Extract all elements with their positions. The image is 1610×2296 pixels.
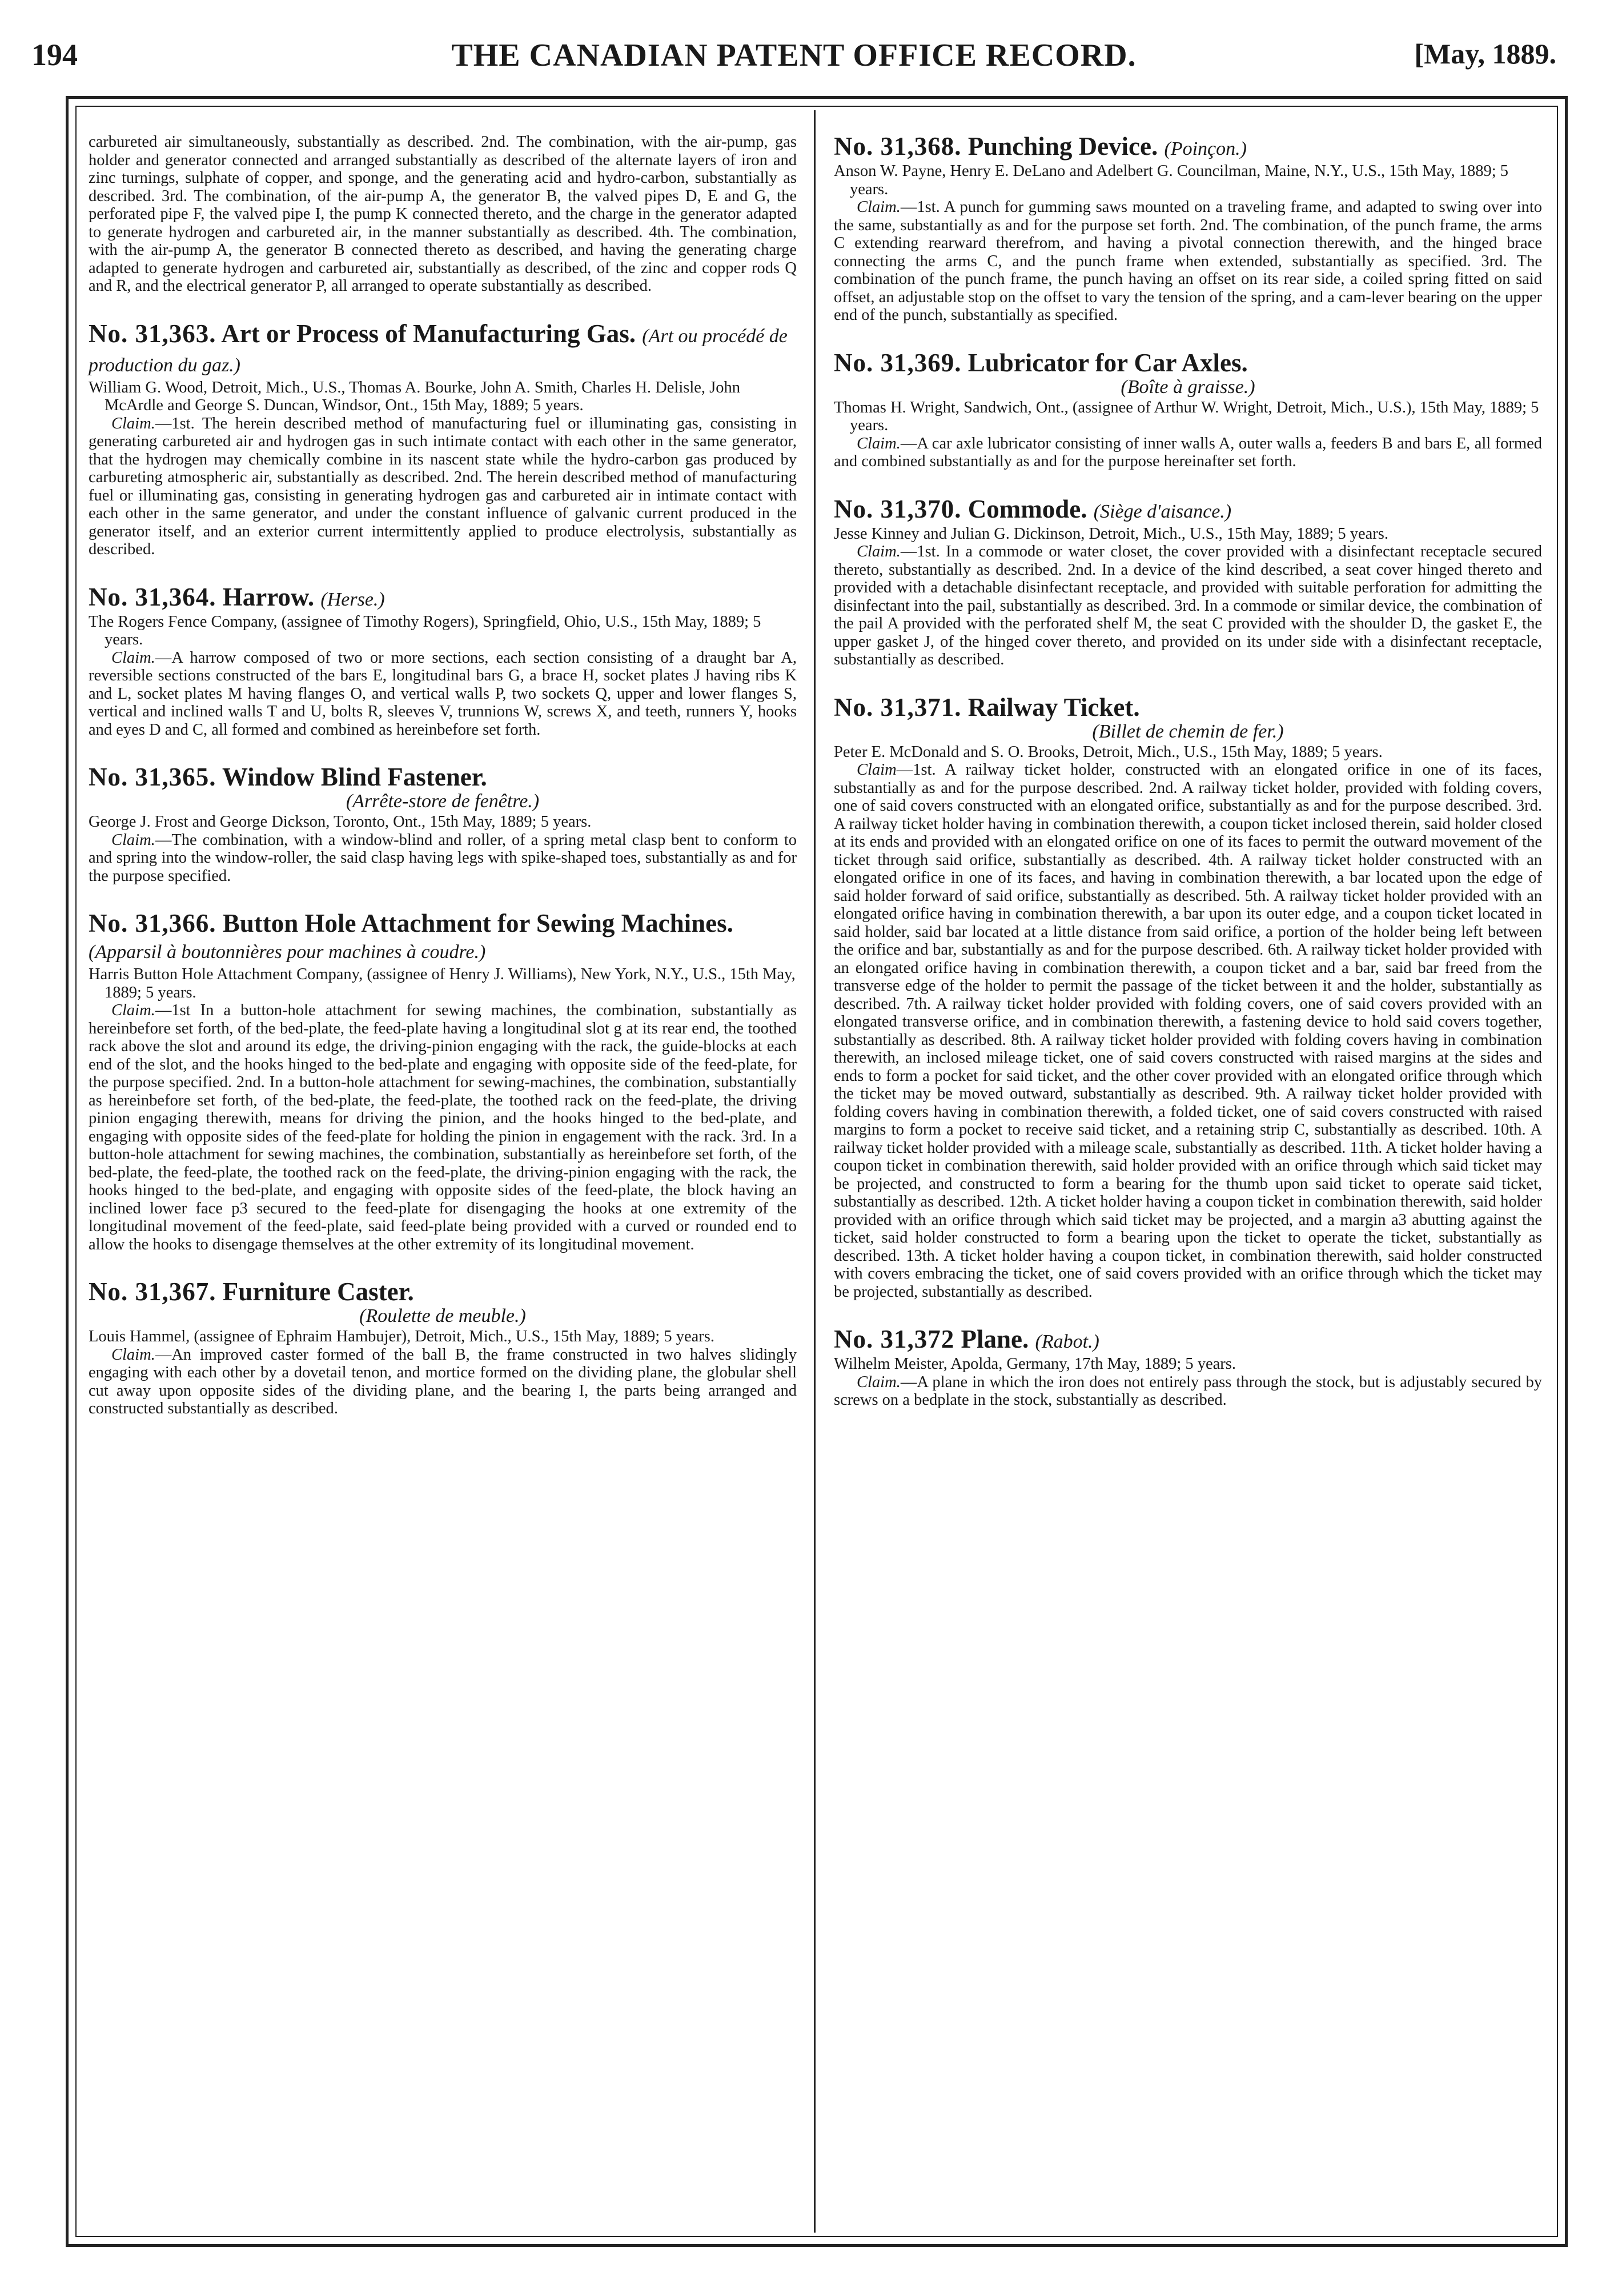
column-divider [814,110,816,2233]
patent-entry-31371 [834,694,1542,1301]
patent-heading [834,496,1542,525]
patent-number: No. 31,372 [834,1325,955,1353]
patent-entry-31370 [834,496,1542,669]
patent-entry-31372 [834,1326,1542,1409]
claim-text: —An improved caster formed of the ball B, the frame constructed in two halves slidingly engaging with each other by a dovetail tenon, and mortice formed on the dividing plane, the globular shell cut away upon opposite sides of the dividing plane, and the bearing I, the parts being arranged and constructed substantially as described. [89,1345,797,1417]
patent-inventors: Peter E. McDonald and S. O. Brooks, Detroit, Mich., U.S., 15th May, 1889; 5 years. [834,743,1383,761]
patent-entry-31364 [89,584,797,739]
patent-title: Furniture Caster. [222,1277,414,1306]
patent-claim [834,761,1542,1301]
patent-claim [89,415,797,559]
patent-claim [834,1373,1542,1409]
patent-title: Art or Process of Manufacturing Gas. [221,319,636,348]
continued-claim-text: carbureted air simultaneously, substantially as described. 2nd. The combination, with the air-pump, gas holder and generator connected and arranged substantially as described of the alternate layers of iron and zinc turnings, sulphate of copper, and sponge, and the generating acid and hydro-carbon, substantially as described. 3rd. The combination, of the air-pump A, the generator B, the valved pipes D, E and G, the perforated pipe F, the valved pipe I, the pump K connected thereto, and the charge in the generator adapted to generate hydrogen and carbureted air, in the manner substantially as described. 4th. The combination, with the air-pump A, the generator B connected thereto as described, and having the generating charge adapted to generate hydrogen and carbureted air, substantially as described, of the zinc and copper rods Q and R, and the electrical generator P, all arranged to operate substantially as described. [89,133,797,295]
patent-number: No. 31,367. [89,1277,216,1306]
patent-title: Window Blind Fastener. [222,763,487,791]
right-column [834,133,1542,1409]
claim-label: Claim. [857,543,901,560]
patent-entry-31366 [89,910,797,1253]
claim-text: —1st In a button-hole attachment for sewing machines, the combination, substantially as hereinbefore set forth, of the bed-plate, the feed-plate having a longitudinal slot g at its rear end, the toothed rack above the slot and around its edge, the driving-pinion engaging with the rack, the guide-blocks at each end of the slot, and the hooks hinged to the bed-plate and engaging with opposite side of the feed-plate, for the purpose specified. 2nd. In a button-hole attachment for sewing-machines, the combination, substantially as hereinbefore set forth, of the bed-plate, the feed-plate, the toothed rack on the feed-plate, the driving pinion engaging therewith, means for driving the pinion, and the hooks hinged to the bed-plate, and engaging with opposite sides of the feed-plate for holding the pinion in engagement with the rack. 3rd. In a button-hole attachment for sewing machines, the combination, substantially as hereinbefore set forth, of the bed-plate, the feed-plate, the toothed rack on the feed-plate, the driving-pinion engaging with the rack, the hooks hinged to the bed-plate, and engaging with opposite sides of the feed-plate, the block having an inclined lower face p3 secured to the feed-plate for disengaging the hooks at one extremity of the longitudinal movement of the feed-plate, said feed-plate being provided with a curved or rounded end to allow the hooks to disengage themselves at the other extremity of its longitudinal movement. [89,1001,797,1253]
patent-heading [89,764,797,790]
patent-number: No. 31,369. [834,348,962,377]
patent-number: No. 31,368. [834,132,962,161]
patent-heading [89,910,797,965]
claim-label: Claim. [857,198,901,216]
patent-translation: (Poinçon.) [1164,138,1247,159]
patent-claim [89,1346,797,1418]
patent-title: Punching Device. [967,132,1158,161]
patent-inventors: Jesse Kinney and Julian G. Dickinson, Detroit, Mich., U.S., 15th May, 1889; 5 years. [834,524,1388,543]
patent-inventors: Louis Hammel, (assignee of Ephraim Hambujer), Detroit, Mich., U.S., 15th May, 1889; 5 years. [89,1328,714,1345]
patent-inventors: Thomas H. Wright, Sandwich, Ont., (assignee of Arthur W. Wright, Detroit, Mich., U.S.), 15th May, 1889; 5 years. [834,398,1539,434]
claim-label: Claim. [857,434,901,452]
patent-number: No. 31,371. [834,692,962,722]
patent-claim [89,831,797,885]
patent-title: Lubricator for Car Axles. [967,348,1248,377]
patent-inventors: Anson W. Payne, Henry E. DeLano and Adelbert G. Councilman, Maine, N.Y., U.S., 15th May, 1889; 5 years. [834,162,1509,198]
patent-heading [834,694,1542,720]
patent-heading [89,320,797,379]
claim-label: Claim [857,761,897,779]
patent-title: Railway Ticket. [967,692,1140,722]
page-header [31,31,1556,83]
claim-label: Claim. [111,1345,155,1364]
claim-label: Claim. [111,414,155,432]
patent-entry-31365 [89,764,797,885]
patent-title: Commode. [967,494,1087,523]
patent-translation: (Rabot.) [1035,1331,1099,1352]
claim-label: Claim. [111,1001,155,1019]
claim-text: —1st. A punch for gumming saws mounted on a traveling frame, and adapted to swing over into the same, substantially as and for the purpose set forth. 2nd. The combination, of the punch frame, the arms C extending rearward therefrom, and having a pivotal connection therewith, and the hinged brace connecting the arms C, and the punch frame when extended, substantially as specified. 3rd. The combination of the punch frame, the punch having an offset on its rear side, a coiled spring fitted on said offset, an adjustable stop on the offset to vary the tension of the spring, and a cam-lever bearing on the upper end of the punch, substantially as specified. [834,198,1542,324]
patent-translation: (Art ou procédé de production du gaz.) [89,325,788,376]
page-number: 194 [31,38,78,72]
patent-inventors: The Rogers Fence Company, (assignee of Timothy Rogers), Springfield, Ohio, U.S., 15th May, 1889; 5 years. [89,612,761,648]
patent-heading [834,1326,1542,1355]
claim-label: Claim. [111,648,155,667]
patent-translation: (Billet de chemin de fer.) [1092,720,1284,742]
patent-entry-31368 [834,133,1542,324]
patent-inventors: William G. Wood, Detroit, Mich., U.S., Thomas A. Bourke, John A. Smith, Charles H. Delisle, John McArdle and George S. Duncan, Windsor, Ont., 15th May, 1889; 5 years. [89,378,741,414]
patent-inventors: Harris Button Hole Attachment Company, (assignee of Henry J. Williams), New York, N.Y., U.S., 15th May, 1889; 5 years. [89,965,796,1001]
patent-heading [834,133,1542,162]
patent-entry-31369 [834,350,1542,471]
patent-number: No. 31,366. [89,909,216,937]
patent-translation: (Arrête-store de fenêtre.) [346,791,540,812]
patent-inventors: Wilhelm Meister, Apolda, Germany, 17th May, 1889; 5 years. [834,1355,1236,1373]
claim-label: Claim. [111,831,155,849]
claim-text: —A plane in which the iron does not entirely pass through the stock, but is adjustably secured by screws on a bedplate in the stock, substantially as described. [834,1373,1542,1409]
claim-label: Claim. [857,1373,901,1391]
patent-heading [834,350,1542,376]
patent-claim [89,1001,797,1253]
patent-translation: (Boîte à graisse.) [1121,376,1255,398]
patent-translation: (Roulette de meuble.) [359,1305,526,1327]
page-frame [66,96,1568,2247]
patent-number: No. 31,370. [834,494,962,523]
patent-number: No. 31,364. [89,582,216,611]
patent-title: Button Hole Attachment for Sewing Machines. [222,909,733,937]
patent-claim [834,543,1542,669]
patent-translation: (Herse.) [320,588,385,610]
patent-heading [89,584,797,613]
patent-claim [89,649,797,739]
patent-claim [834,435,1542,471]
claim-text: —1st. A railway ticket holder, constructed with an elongated orifice in one of its faces, substantially as and for the purpose described. 2nd. A railway ticket holder, provided with folding covers, one of said covers constructed with an elongated orifice, substantially as and for the purpose described. 3rd. A railway ticket holder having in combination therewith, a coupon ticket inclosed therein, said holder closed at its ends and provided with an elongated orifice on one of its faces to permit the outward movement of the ticket through said orifice, substantially as described. 4th. A railway ticket holder constructed with an elongated orifice in one of its faces, and having in combination therewith, a bar located upon the edge of said holder forward of said orifice, substantially as described. 5th. A railway ticket holder provided with an elongated orifice having in combination therewith, a bar upon its outer edge, and a coupon ticket located in said holder, said bar located at a little distance from said orifice, a portion of the holder being left between the orifice and bar, substantially as and for the purpose described. 6th. A railway ticket holder provided with an elongated orifice having in combination therewith, a coupon ticket and a bar, said bar freed from the transverse edge of the holder to permit the passage of the ticket between it and the holder, substantially as described. 7th. A railway ticket holder provided with folding covers, one of said covers provided with an elongated transverse orifice, and in combination therewith, a fastening device to hold said covers together, substantially as described. 8th. A railway ticket holder provided with folding covers having in combination therewith, an inclosed mileage ticket, one of said covers constructed with raised margins at the sides and ends to form a pocket for said ticket, and the other cover provided with an elongated orifice through which the ticket may be moved outward, substantially as described. 9th. A railway ticket holder provided with folding covers having in combination therewith, a folded ticket, one of said covers constructed with raised margins to form a pocket to receive said ticket, and a retaining strip C, substantially as described. 10th. A railway ticket holder provided with a mileage scale, substantially as described. 11th. A ticket holder having a coupon ticket in combination therewith, said holder provided with an orifice through which said ticket may be projected, and constructed to form a bearing for the thumb upon said ticket to operate said ticket, substantially as described. 12th. A ticket holder having a coupon ticket in combination therewith, said holder provided with an orifice through which said ticket may be projected, and a margin a3 abutting against the ticket, said holder constructed to form a bearing upon the ticket to operate the ticket, substantially as described. 13th. A ticket holder having a coupon ticket, in combination therewith, said holder constructed with covers embracing the ticket, one of said covers provided with an orifice through which the ticket may be projected, substantially as described. [834,761,1542,1301]
claim-text: —1st. In a commode or water closet, the cover provided with a disinfectant receptacle secured thereto, substantially as described. 2nd. In a device of the kind described, a seat cover hinged thereto and provided with a detachable disinfectant receptacle, and provided with suitable perforation for admitting the disinfectant into the pail, substantially as described. 3rd. In a commode or similar device, the combination of the pail A provided with the perforated shelf M, the seat C provided with the shoulder D, the gasket E, the upper gasket J, of the hinged cover thereto, and provided on its under side with a disinfectant receptacle, substantially as described. [834,543,1542,668]
patent-number: No. 31,363. [89,319,216,348]
claim-text: —1st. The herein described method of manufacturing fuel or illuminating gas, consisting in generating carbureted air and hydrogen gas in such intimate contact with each other in the same generator, that the hydrogen may chemically combine in its nascent state while the hydro-carbon gas produced by carbureting atmospheric air, substantially as described. 2nd. The herein described method of manufacturing fuel or illuminating gas, consisting in generating hydrogen gas and carbureted air in intimate contact with each other in the same generator, and under the constant influence of galvanic current produced in the generator itself, and an exterior current intermittently applied to produce electrolysis, substantially as described. [89,414,797,558]
claim-text: —A harrow composed of two or more sections, each section consisting of a draught bar A, reversible sections constructed of the bars E, longitudinal bars G, a brace H, socket plates J having ribs K and L, socket plates M having flanges O, and vertical walls P, two sockets Q, upper and lower flanges S, vertical and inclined walls T and U, bolts R, sleeves V, trunnions W, screws X, and teeth, runners Y, hooks and eyes D and C, all formed and combined as hereinbefore set forth. [89,648,797,739]
patent-inventors: George J. Frost and George Dickson, Toronto, Ont., 15th May, 1889; 5 years. [89,813,592,831]
journal-title: THE CANADIAN PATENT OFFICE RECORD. [451,38,1137,73]
patent-translation: (Siège d'aisance.) [1093,500,1232,522]
patent-entry-31363 [89,320,797,559]
left-column [89,133,797,1418]
patent-translation: (Apparsil à boutonnières pour machines à coudre.) [89,941,486,963]
patent-claim [834,198,1542,324]
patent-entry-31367 [89,1279,797,1418]
issue-date: [May, 1889. [1414,38,1556,70]
patent-heading [89,1279,797,1305]
patent-title: Harrow. [222,582,315,611]
claim-text: —The combination, with a window-blind and roller, of a spring metal clasp bent to conform to and spring into the window-roller, the said clasp having legs with spike-shaped toes, substantially as and for the purpose specified. [89,831,797,885]
patent-number: No. 31,365. [89,763,216,791]
patent-title: Plane. [961,1325,1029,1353]
claim-text: —A car axle lubricator consisting of inner walls A, outer walls a, feeders B and bars E, all formed and combined substantially as and for the purpose hereinafter set forth. [834,434,1542,470]
